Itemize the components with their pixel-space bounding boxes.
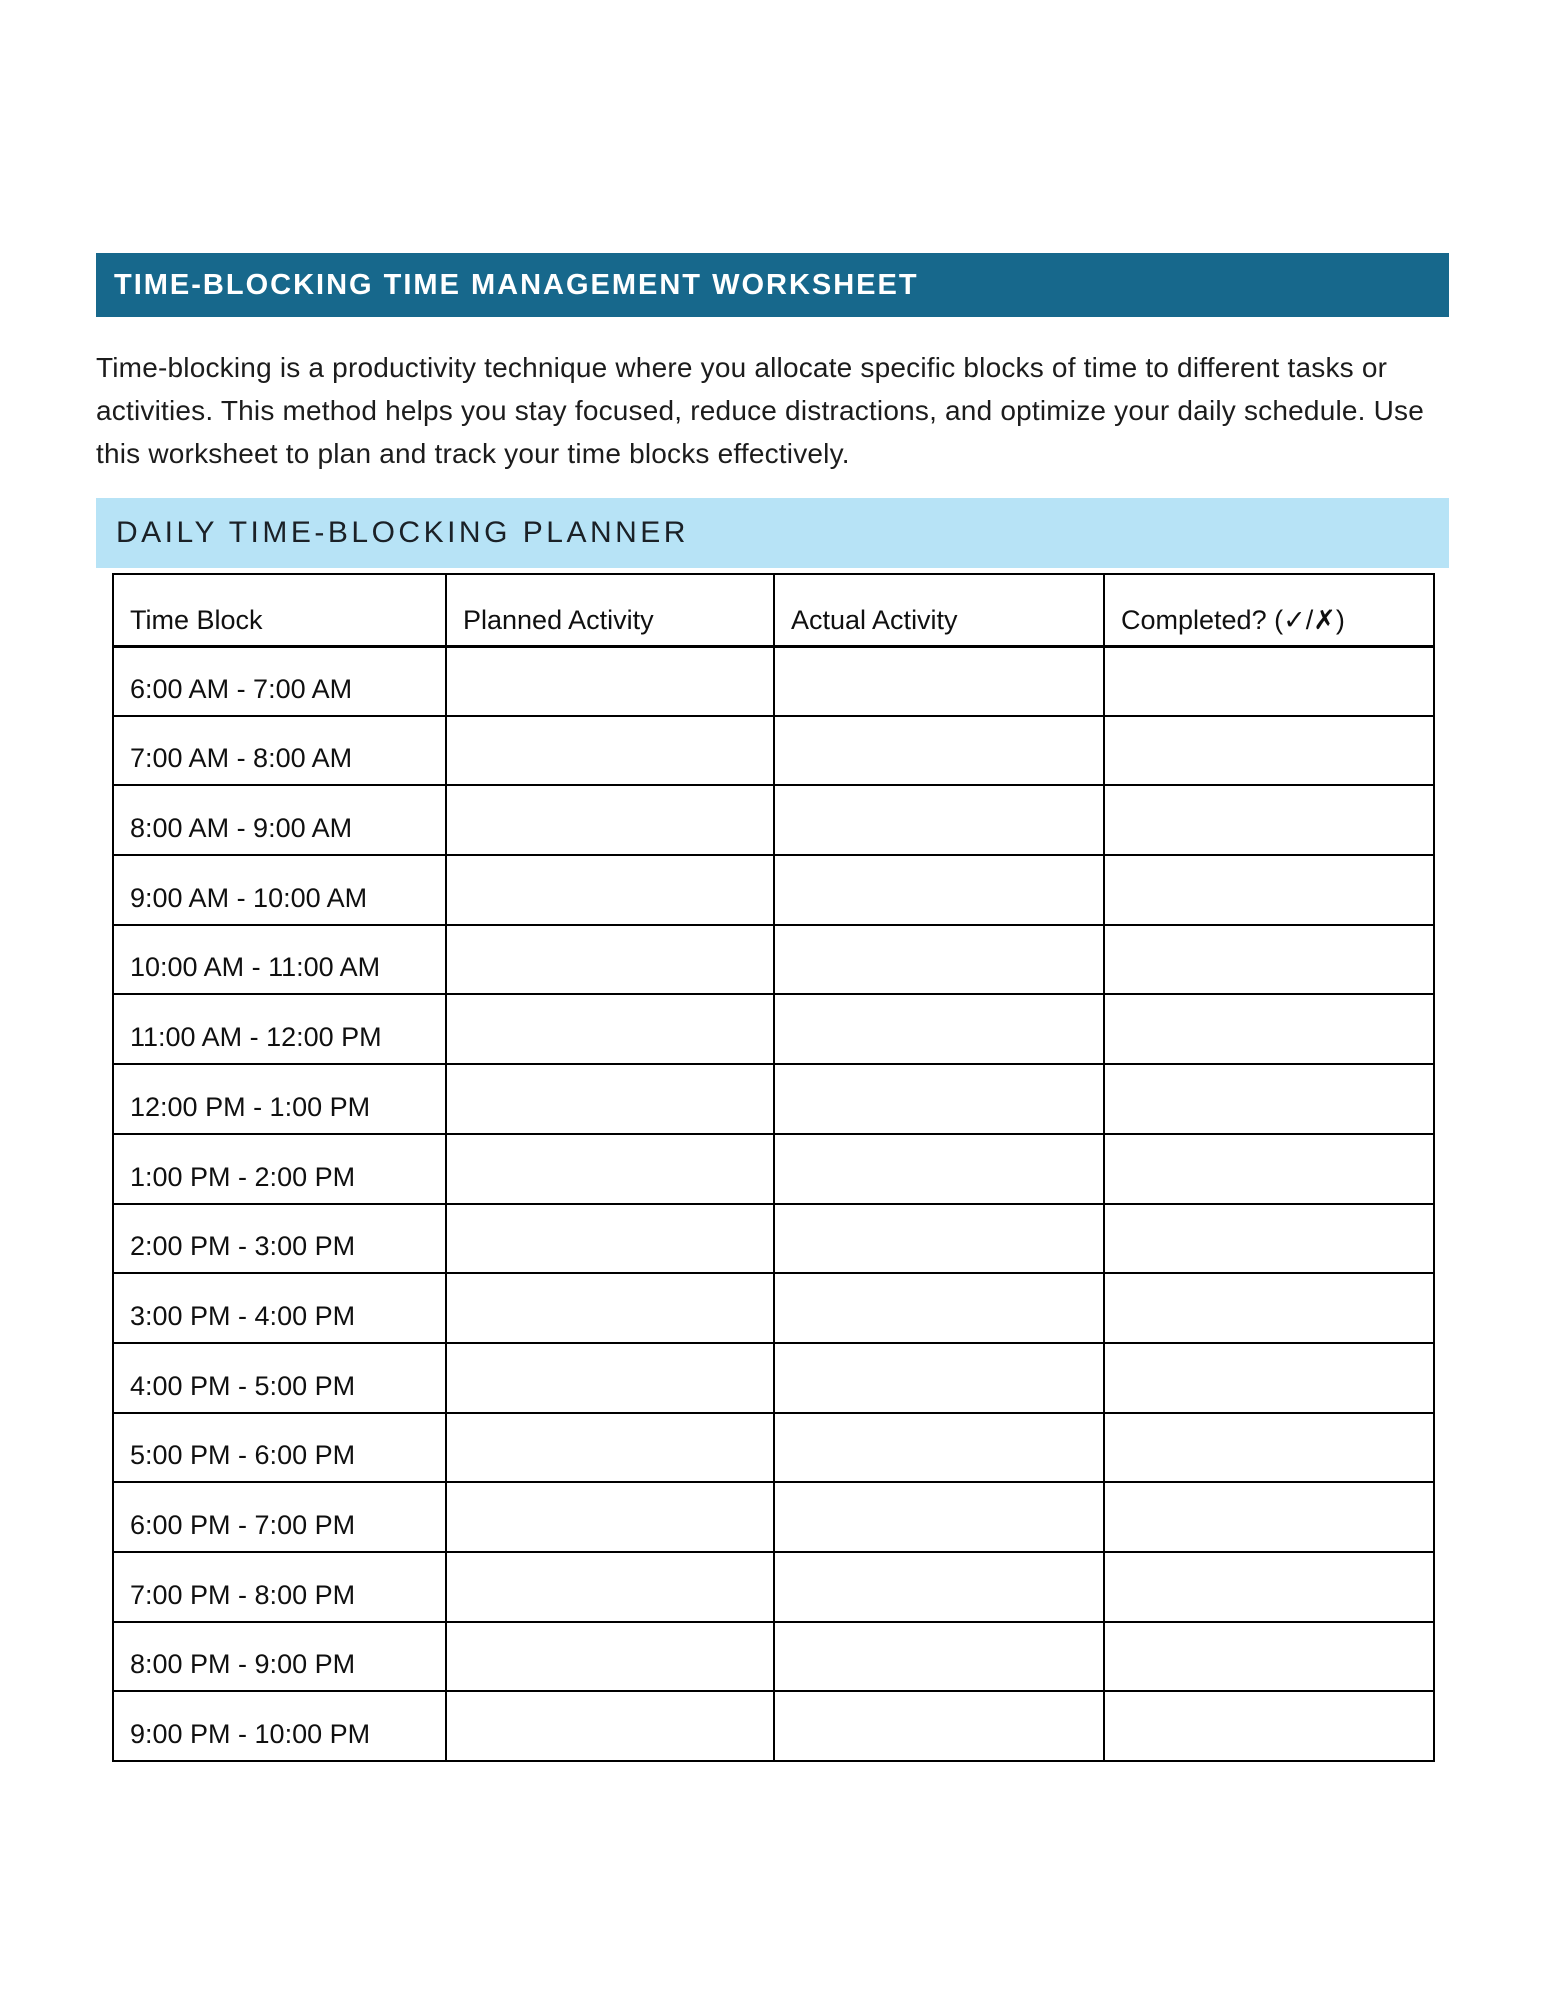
table-row [113, 646, 1434, 716]
completed-cell [1104, 1064, 1434, 1134]
completed-cell [1104, 646, 1434, 716]
planner-table [112, 573, 1435, 1762]
actual-activity-cell [774, 1273, 1104, 1343]
actual-activity-cell [774, 1691, 1104, 1761]
completed-cell [1104, 1204, 1434, 1274]
table-row [113, 1134, 1434, 1204]
table-row [113, 1552, 1434, 1622]
time-block-cell: 2:00 PM - 3:00 PM [113, 1204, 446, 1274]
column-header-actual-activity: Actual Activity [774, 574, 1104, 646]
planned-activity-cell [446, 1273, 774, 1343]
planned-activity-cell [446, 1622, 774, 1692]
planned-activity-cell [446, 1204, 774, 1274]
completed-cell [1104, 1622, 1434, 1692]
column-header-completed: Completed? (✓/✗) [1104, 574, 1434, 646]
actual-activity-cell [774, 1552, 1104, 1622]
actual-activity-cell [774, 994, 1104, 1064]
completed-cell [1104, 1482, 1434, 1552]
completed-cell [1104, 785, 1434, 855]
table-row [113, 1622, 1434, 1692]
planned-activity-cell [446, 646, 774, 716]
completed-cell [1104, 1552, 1434, 1622]
completed-cell [1104, 1413, 1434, 1483]
table-row [113, 1064, 1434, 1134]
actual-activity-cell [774, 1343, 1104, 1413]
time-block-cell: 12:00 PM - 1:00 PM [113, 1064, 446, 1134]
time-block-cell: 9:00 PM - 10:00 PM [113, 1691, 446, 1761]
planned-activity-cell [446, 716, 774, 786]
worksheet-title: TIME-BLOCKING TIME MANAGEMENT WORKSHEET [114, 268, 919, 301]
table-row [113, 994, 1434, 1064]
table-row [113, 1343, 1434, 1413]
time-block-cell: 6:00 PM - 7:00 PM [113, 1482, 446, 1552]
actual-activity-cell [774, 716, 1104, 786]
actual-activity-cell [774, 1204, 1104, 1274]
time-block-cell: 3:00 PM - 4:00 PM [113, 1273, 446, 1343]
table-row [113, 925, 1434, 995]
time-block-cell: 4:00 PM - 5:00 PM [113, 1343, 446, 1413]
planned-activity-cell [446, 1064, 774, 1134]
table-row [113, 1482, 1434, 1552]
planned-activity-cell [446, 855, 774, 925]
time-block-cell: 8:00 AM - 9:00 AM [113, 785, 446, 855]
planned-activity-cell [446, 1691, 774, 1761]
actual-activity-cell [774, 646, 1104, 716]
table-row [113, 716, 1434, 786]
completed-cell [1104, 1343, 1434, 1413]
section-title: DAILY TIME-BLOCKING PLANNER [116, 516, 689, 549]
completed-cell [1104, 855, 1434, 925]
planned-activity-cell [446, 1134, 774, 1204]
table-header-row [113, 574, 1434, 646]
completed-cell [1104, 1273, 1434, 1343]
planned-activity-cell [446, 1552, 774, 1622]
planner-table-body [113, 646, 1434, 1761]
time-block-cell: 5:00 PM - 6:00 PM [113, 1413, 446, 1483]
time-block-cell: 8:00 PM - 9:00 PM [113, 1622, 446, 1692]
time-block-cell: 7:00 PM - 8:00 PM [113, 1552, 446, 1622]
actual-activity-cell [774, 1064, 1104, 1134]
time-block-cell: 6:00 AM - 7:00 AM [113, 646, 446, 716]
planned-activity-cell [446, 1413, 774, 1483]
worksheet-title-bar [96, 253, 1449, 317]
time-block-cell: 9:00 AM - 10:00 AM [113, 855, 446, 925]
completed-cell [1104, 1134, 1434, 1204]
planned-activity-cell [446, 785, 774, 855]
table-row [113, 1413, 1434, 1483]
completed-cell [1104, 925, 1434, 995]
section-header-bar [96, 498, 1449, 568]
time-block-cell: 7:00 AM - 8:00 AM [113, 716, 446, 786]
column-header-planned-activity: Planned Activity [446, 574, 774, 646]
time-block-cell: 10:00 AM - 11:00 AM [113, 925, 446, 995]
actual-activity-cell [774, 925, 1104, 995]
completed-cell [1104, 1691, 1434, 1761]
intro-paragraph: Time-blocking is a productivity technique where you allocate specific blocks of time to different tasks or activities. This method helps you stay focused, reduce distractions, and optimize your daily schedule. Use this worksheet to plan and track your time blocks effectively. [96, 352, 1425, 469]
actual-activity-cell [774, 785, 1104, 855]
actual-activity-cell [774, 855, 1104, 925]
table-row [113, 855, 1434, 925]
table-row [113, 1691, 1434, 1761]
planned-activity-cell [446, 1482, 774, 1552]
planned-activity-cell [446, 925, 774, 995]
actual-activity-cell [774, 1134, 1104, 1204]
completed-cell [1104, 716, 1434, 786]
time-block-cell: 1:00 PM - 2:00 PM [113, 1134, 446, 1204]
column-header-time-block: Time Block [113, 574, 446, 646]
planned-activity-cell [446, 1343, 774, 1413]
completed-cell [1104, 994, 1434, 1064]
actual-activity-cell [774, 1482, 1104, 1552]
planned-activity-cell [446, 994, 774, 1064]
table-row [113, 1273, 1434, 1343]
actual-activity-cell [774, 1413, 1104, 1483]
table-row [113, 1204, 1434, 1274]
time-block-cell: 11:00 AM - 12:00 PM [113, 994, 446, 1064]
table-row [113, 785, 1434, 855]
actual-activity-cell [774, 1622, 1104, 1692]
